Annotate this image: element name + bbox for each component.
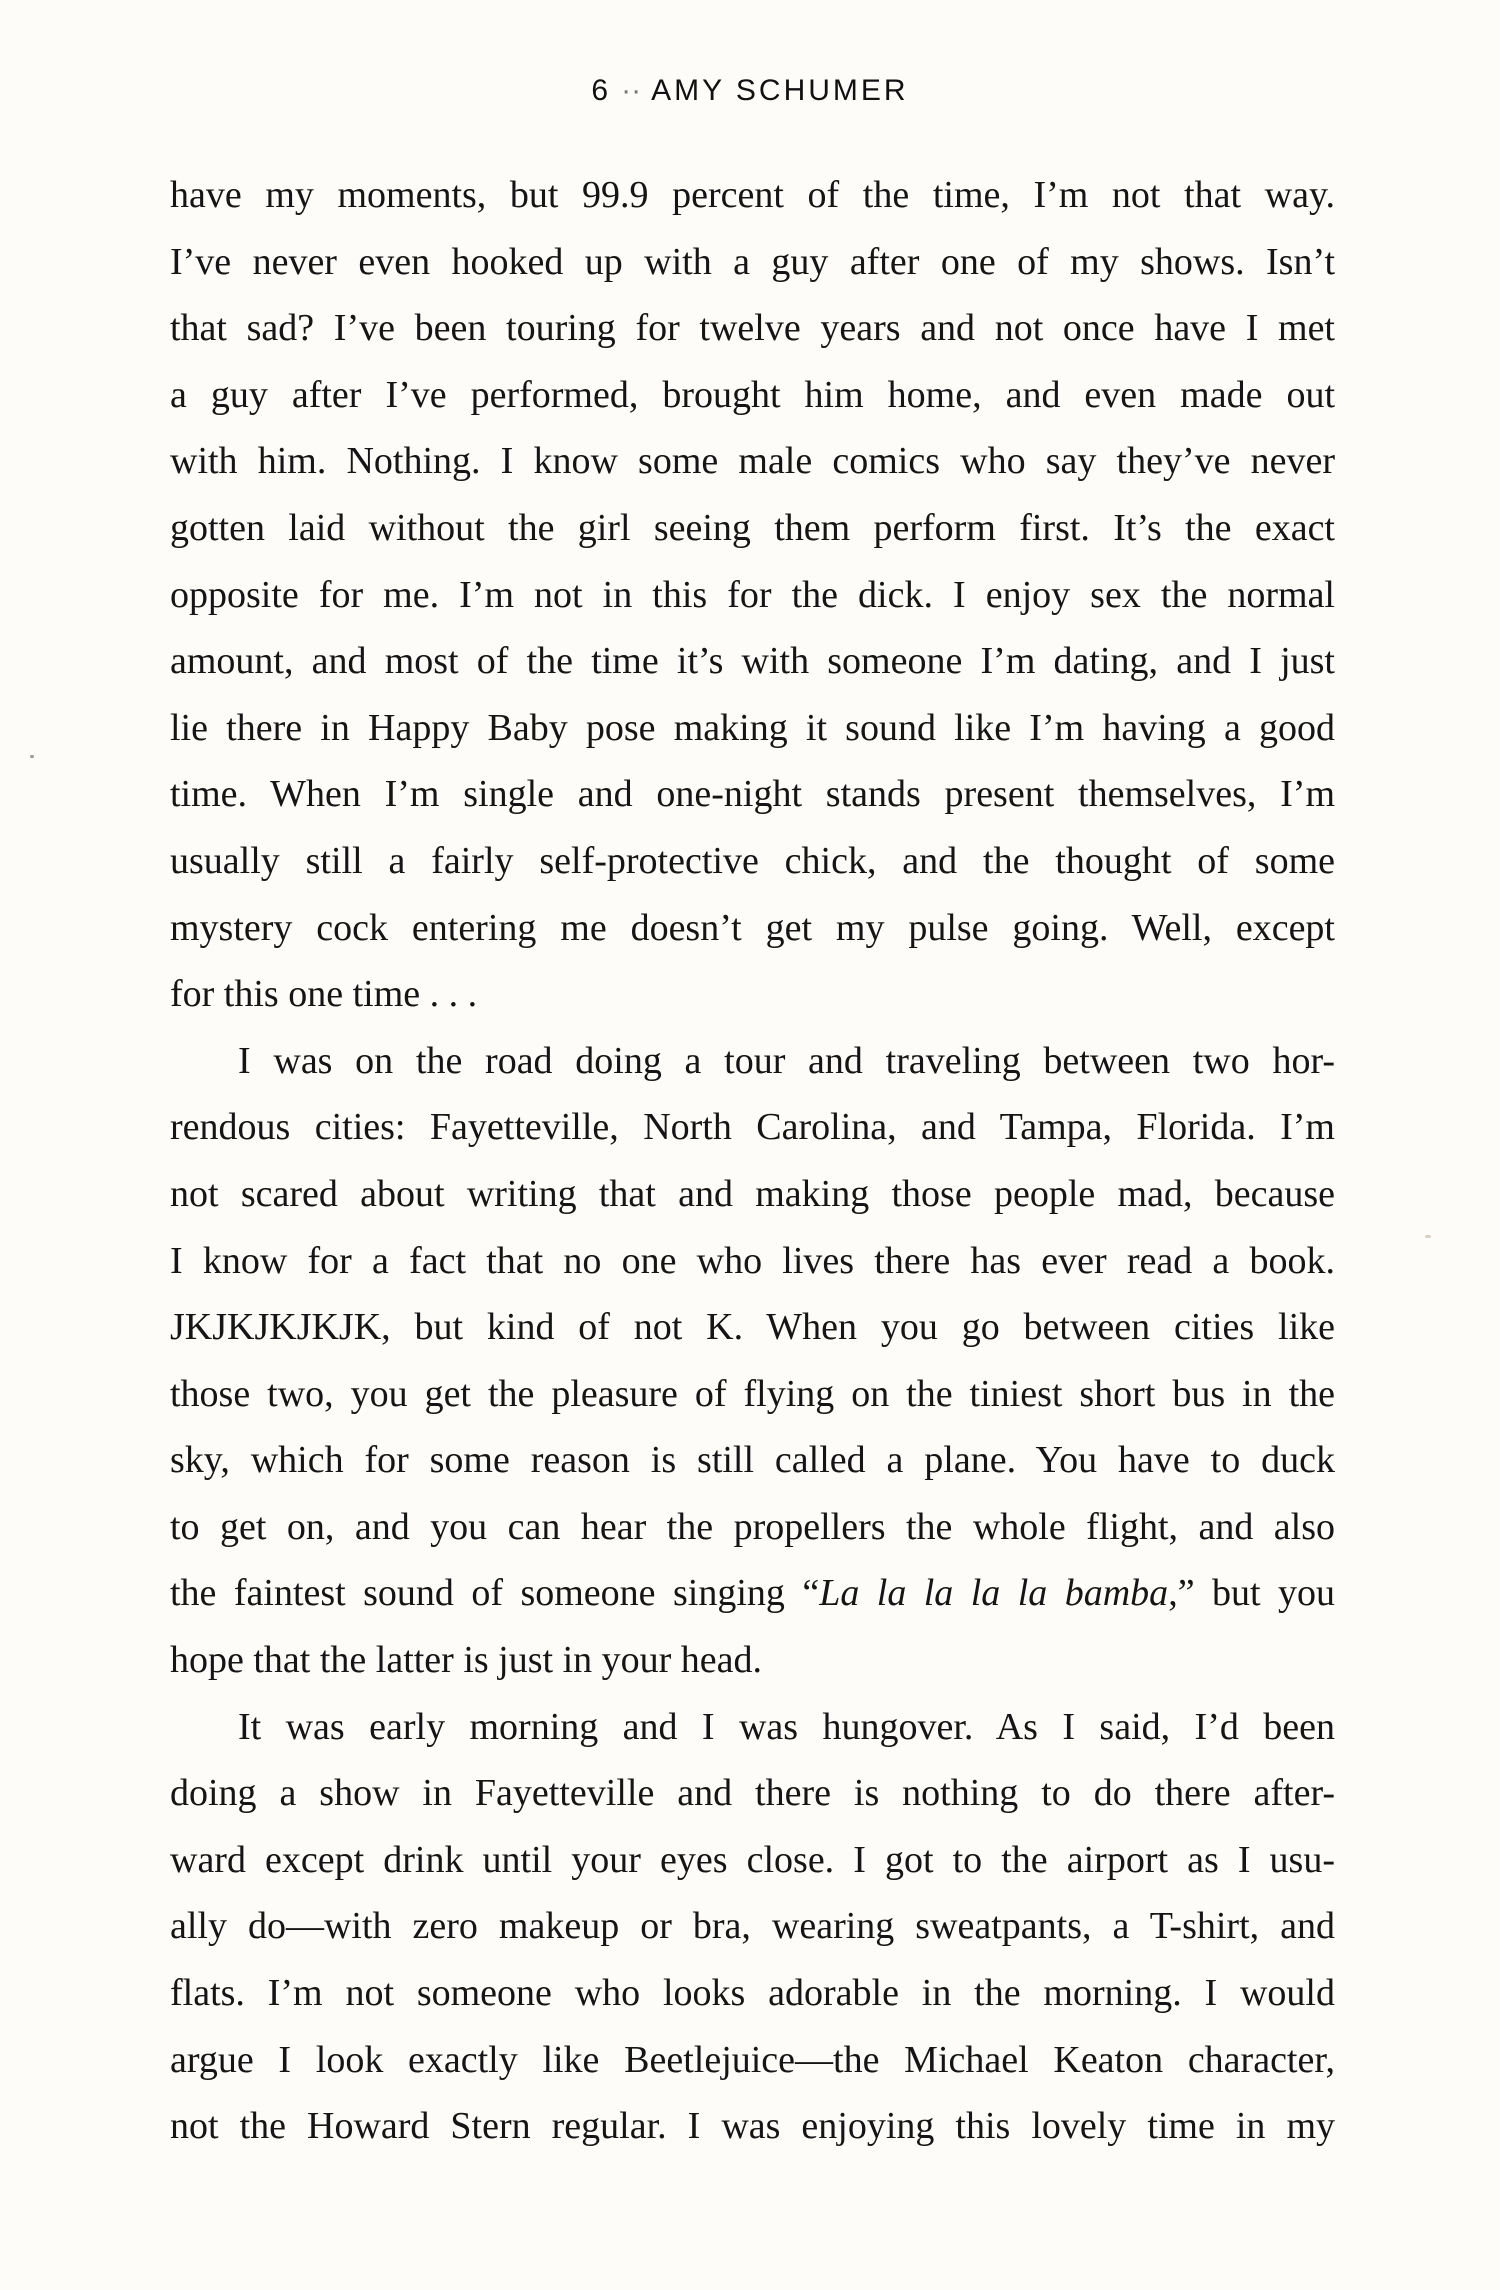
text-line: ally do—with zero makeup or bra, wearing sweatpants, a T-shirt, and — [170, 1905, 1335, 1948]
text-line: I know for a fact that no one who lives there has ever read a book. — [170, 1239, 1335, 1282]
text-line: lie there in Happy Baby pose making it sound like I’m having a good — [170, 706, 1335, 749]
text-line: not scared about writing that and making those people mad, because — [170, 1172, 1335, 1215]
text-line: usually still a fairly self-protective chick, and the thought of some — [170, 839, 1335, 882]
running-head — [0, 74, 1500, 108]
text-line: flats. I’m not someone who looks adorable in the morning. I would — [170, 1972, 1335, 2015]
text-line: that sad? I’ve been touring for twelve years and not once have I met — [170, 307, 1335, 350]
author-name: AMY SCHUMER — [651, 74, 909, 107]
paragraph-3 — [170, 1694, 1335, 2160]
text-line: for this one time . . . — [170, 973, 478, 1016]
paragraph-2 — [170, 1028, 1335, 1694]
scan-speck — [1425, 1235, 1431, 1238]
text-line: a guy after I’ve performed, brought him home, and even made out — [170, 373, 1335, 416]
text-line: I’ve never even hooked up with a guy after one of my shows. Isn’t — [170, 240, 1335, 283]
text-line: with him. Nothing. I know some male comics who say they’ve never — [170, 440, 1335, 483]
text-line: to get on, and you can hear the propellers the whole flight, and also — [170, 1505, 1335, 1548]
text-line: hope that the latter is just in your head. — [170, 1639, 763, 1682]
text-line: not the Howard Stern regular. I was enjoying this lovely time in my — [170, 2105, 1335, 2148]
text-line: It was early morning and I was hungover. As I said, I’d been — [238, 1705, 1335, 1748]
text-line: amount, and most of the time it’s with someone I’m dating, and I just — [170, 640, 1335, 683]
text-line: rendous cities: Fayetteville, North Carolina, and Tampa, Florida. I’m — [170, 1106, 1335, 1149]
text-line: ward except drink until your eyes close. I got to the airport as I usu- — [170, 1838, 1335, 1881]
text-line: those two, you get the pleasure of flying on the tiniest short bus in the — [170, 1372, 1335, 1415]
text-line: opposite for me. I’m not in this for the dick. I enjoy sex the normal — [170, 573, 1335, 616]
text-line: time. When I’m single and one-night stands present themselves, I’m — [170, 773, 1335, 816]
body-text — [170, 162, 1335, 2160]
text-line: mystery cock entering me doesn’t get my pulse going. Well, except — [170, 906, 1335, 949]
text-line: have my moments, but 99.9 percent of the time, I’m not that way. — [170, 174, 1335, 216]
scan-speck — [30, 755, 34, 758]
italic-lyric: La la la la la bamba — [819, 1572, 1169, 1615]
text-line: JKJKJKJKJK, but kind of not K. When you go between cities like — [170, 1306, 1335, 1349]
text-line-with-italic — [170, 1560, 1335, 1627]
text-line: I was on the road doing a tour and traveling between two hor- — [238, 1039, 1335, 1082]
text-line: gotten laid without the girl seeing them perform first. It’s the exact — [170, 506, 1335, 549]
text-line: doing a show in Fayetteville and there is nothing to do there after- — [170, 1772, 1335, 1815]
text-segment: ,” but you — [1168, 1572, 1335, 1615]
text-line: sky, which for some reason is still called a plane. You have to duck — [170, 1439, 1335, 1482]
page-number: 6 — [591, 74, 612, 107]
paragraph-1 — [170, 162, 1335, 1028]
header-separator: ·· — [621, 74, 642, 107]
text-segment: the faintest sound of someone singing “ — [170, 1572, 820, 1615]
text-line: argue I look exactly like Beetlejuice—the Michael Keaton character, — [170, 2038, 1335, 2081]
